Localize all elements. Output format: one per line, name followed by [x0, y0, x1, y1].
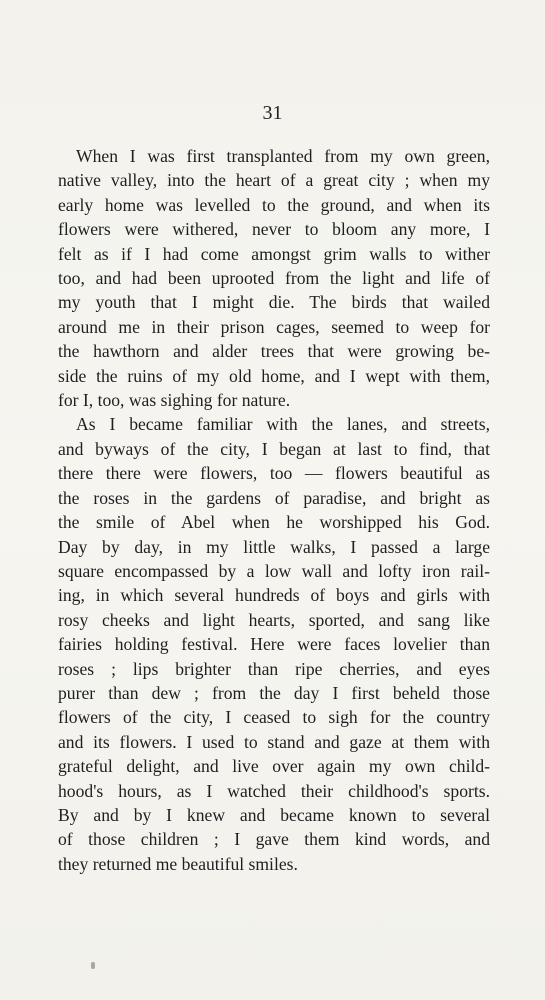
- text-line: the roses in the gardens of paradise, and bright as: [58, 487, 490, 508]
- text-line: By and by I knew and became known to several: [58, 804, 490, 825]
- text-line: rosy cheeks and light hearts, sported, and sang like: [58, 609, 490, 630]
- text-line: the smile of Abel when he worshipped his God.: [58, 512, 490, 533]
- text-line: When I was first transplanted from my own green,: [76, 146, 490, 166]
- text-line: Day by day, in my little walks, I passed a large: [58, 536, 490, 557]
- paper-speck: [91, 962, 95, 969]
- body-text: [58, 144, 490, 876]
- text-line: grateful delight, and live over again my own child-: [58, 756, 490, 777]
- text-line: there there were flowers, too — flowers beautiful as: [58, 463, 490, 484]
- text-line: around me in their prison cages, seemed to weep for: [58, 316, 490, 337]
- text-line: purer than dew ; from the day I first beheld those: [58, 682, 490, 703]
- text-line: and byways of the city, I began at last to find, that: [58, 438, 490, 459]
- paragraph-1: [58, 144, 490, 412]
- text-line: too, and had been uprooted from the light and life of: [58, 268, 490, 289]
- text-line: felt as if I had come amongst grim walls to wither: [58, 243, 490, 264]
- text-line: flowers of the city, I ceased to sigh for the country: [58, 707, 490, 728]
- text-line: As I became familiar with the lanes, and streets,: [76, 414, 490, 435]
- text-line: and its flowers. I used to stand and gaze at them with: [58, 731, 490, 752]
- text-line: square encompassed by a low wall and lofty iron rail-: [58, 560, 490, 581]
- text-line: early home was levelled to the ground, and when its: [58, 194, 490, 215]
- text-line: fairies holding festival. Here were faces lovelier than: [58, 634, 490, 655]
- text-line: side the ruins of my old home, and I wept with them,: [58, 365, 490, 386]
- paragraph-2: [58, 412, 490, 876]
- page-number: 31: [262, 102, 283, 124]
- text-line: my youth that I might die. The birds that wailed: [58, 292, 490, 313]
- text-line: for I, too, was sighing for nature.: [58, 390, 291, 411]
- text-line: ing, in which several hundreds of boys and girls with: [58, 585, 490, 606]
- text-line: native valley, into the heart of a great city ; when my: [58, 170, 490, 191]
- text-line: hood's hours, as I watched their childhood's sports.: [58, 780, 490, 801]
- text-line: roses ; lips brighter than ripe cherries, and eyes: [58, 658, 490, 679]
- text-line: of those children ; I gave them kind words, and: [58, 829, 490, 850]
- text-line: flowers were withered, never to bloom any more, I: [58, 219, 490, 240]
- text-line: the hawthorn and alder trees that were growing be-: [58, 341, 490, 362]
- text-line: they returned me beautiful smiles.: [58, 853, 298, 874]
